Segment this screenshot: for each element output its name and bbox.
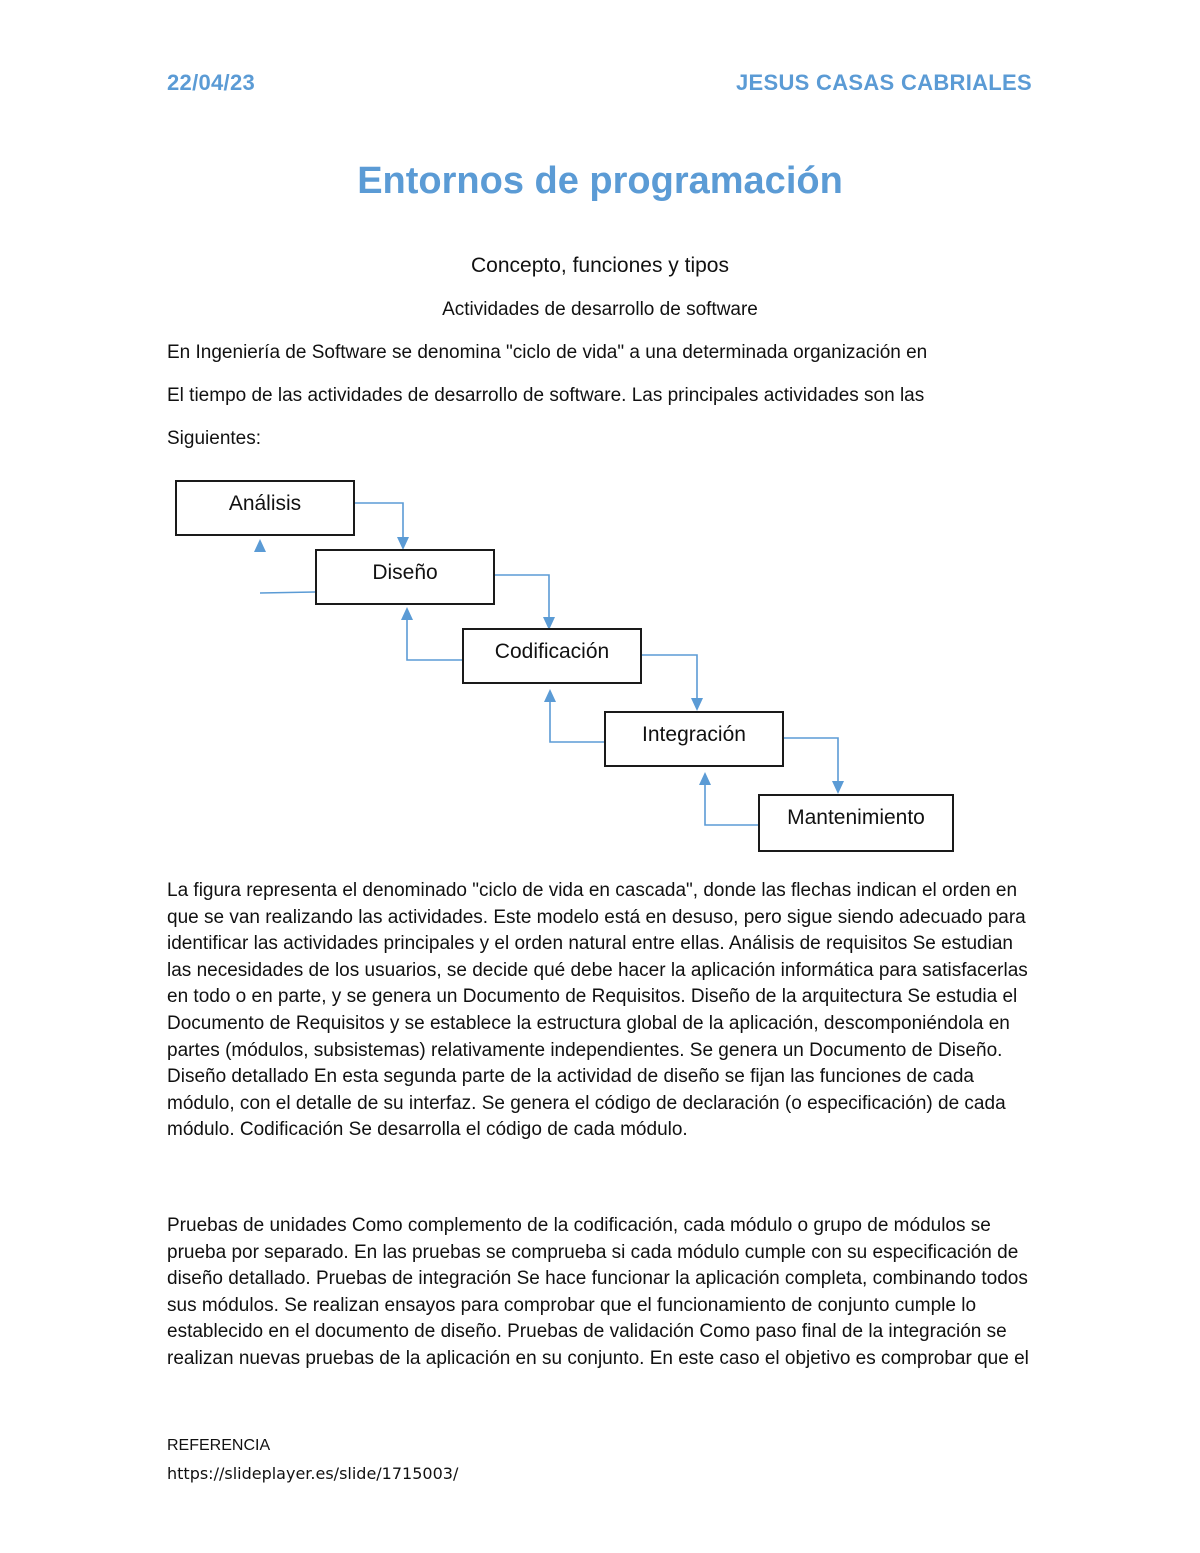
arrowhead-up-1 [254, 539, 266, 552]
step-integracion [604, 711, 784, 767]
arrowhead-up-2 [401, 607, 413, 620]
arrowhead-down-3 [691, 698, 703, 711]
step-label: Diseño [372, 561, 438, 584]
waterfall-diagram [0, 470, 1200, 870]
header-author: JESUS CASAS CABRIALES [735, 70, 1032, 95]
arrow-codificacion-to-diseno [407, 618, 462, 660]
header-date: 22/04/23 [167, 70, 256, 95]
reference-label: REFERENCIA [167, 1437, 271, 1454]
section-title: Actividades de desarrollo de software [442, 299, 758, 320]
body-paragraph-1: La figura representa el denominado "ciclo de vida en cascada", donde las flechas indican el orden en que se van realizando las actividades. Este modelo está en desuso, pero sigue siendo adecuado para identificar las actividades principales y el orden natural entre ellas. Análisis de requisitos Se estudian las necesidades de los usuarios, se decide qué debe hacer la aplicación informática para satisfacerlas en todo o en parte, y se genera un Documento de Requisitos. Diseño de la arquitectura Se estudia el Documento de Requisitos y se establece la estructura global de la aplicación, descomponiéndola en partes (módulos, subsistemas) relativamente independientes. Se genera un Documento de Diseño. Diseño detallado En esta segunda parte de la actividad de diseño se fijan las funciones de cada módulo, con el detalle de su interfaz. Se genera el código de declaración (o especificación) de cada módulo. Codificación Se desarrolla el código de cada módulo. [167, 880, 1028, 1141]
arrow-codificacion-to-integracion [642, 655, 697, 701]
arrow-integracion-to-codificacion [550, 700, 605, 742]
intro-line-1: En Ingeniería de Software se denomina "ciclo de vida" a una determinada organización en [167, 342, 928, 363]
arrowhead-down-4 [832, 781, 844, 794]
step-codificacion [462, 628, 642, 684]
body-paragraph-2: Pruebas de unidades Como complemento de la codificación, cada módulo o grupo de módulos se prueba por separado. En las pruebas se comprueba si cada módulo cumple con su especificación de diseño detallado. Pruebas de integración Se hace funcionar la aplicación completa, combinando todos sus módulos. Se realizan ensayos para comprobar que el funcionamiento de conjunto cumple lo establecido en el documento de diseño. Pruebas de validación Como paso final de la integración se realizan nuevas pruebas de la aplicación en su conjunto. En este caso el objetivo es comprobar que el [167, 1215, 1029, 1369]
step-label: Análisis [228, 492, 302, 515]
arrowhead-up-4 [699, 772, 711, 785]
step-label: Mantenimiento [787, 806, 925, 829]
step-label: Codificación [494, 640, 610, 663]
step-mantenimiento [758, 794, 954, 852]
step-label: Integración [642, 723, 746, 746]
arrow-mantenimiento-to-integracion [705, 783, 759, 825]
step-diseno [315, 549, 495, 605]
arrow-diseno-to-codificacion [495, 575, 549, 620]
arrow-integracion-to-mantenimiento [784, 738, 838, 784]
arrowhead-up-3 [544, 689, 556, 702]
subtitle: Concepto, funciones y tipos [471, 254, 729, 277]
intro-line-2: El tiempo de las actividades de desarrollo de software. Las principales actividades son las [167, 385, 925, 406]
reference-url[interactable]: https://slideplayer.es/slide/1715003/ [167, 1464, 459, 1483]
page-title: Entornos de programación [357, 160, 843, 202]
arrow-analisis-to-diseno [355, 503, 403, 542]
step-analisis [175, 480, 355, 536]
intro-line-3: Siguientes: [167, 428, 262, 449]
arrow-diseno-back-line [260, 592, 315, 593]
